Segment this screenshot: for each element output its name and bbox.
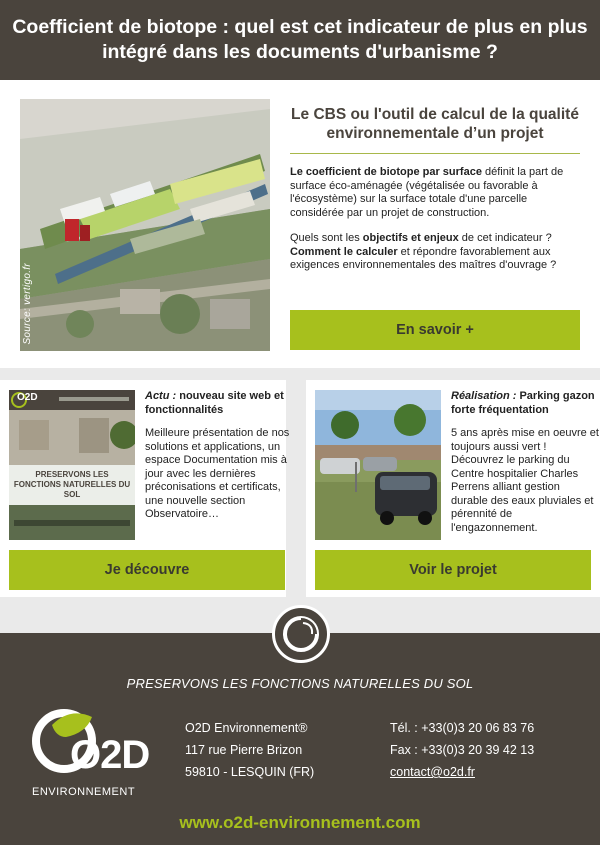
contact-block bbox=[390, 717, 534, 783]
leaf-circle-icon bbox=[281, 614, 321, 654]
logo-text: O2D bbox=[70, 733, 150, 777]
image-credit: Source: vertigo.fr bbox=[22, 263, 33, 345]
hero-p2-text-a: Quels sont les bbox=[290, 232, 363, 244]
hero-paragraph-2 bbox=[290, 232, 580, 273]
hero-p2-bold-2: Comment le calculer bbox=[290, 245, 398, 258]
hero-p1-bold: Le coefficient de biotope par surface bbox=[290, 166, 482, 178]
company-name: O2D Environnement® bbox=[185, 721, 308, 735]
fax-number: Fax : +33(0)3 20 39 42 13 bbox=[390, 743, 535, 757]
news-card-title bbox=[145, 390, 293, 417]
project-card-title bbox=[451, 390, 599, 417]
city-address: 59810 - LESQUIN (FR) bbox=[185, 765, 315, 779]
hero-paragraph-1 bbox=[290, 166, 580, 220]
project-card-content bbox=[451, 390, 599, 535]
hero-p1-text: définit la part de surface éco-aménagée (végétalisée ou favorable à l'écosystème) sur la surface totale d'une parcelle considérée par un projet de construction. bbox=[290, 166, 564, 219]
project-title-text: Parking gazon forte fréquentation bbox=[451, 390, 595, 416]
separator-band bbox=[0, 368, 600, 380]
project-title-label: Réalisation : bbox=[451, 390, 517, 402]
footer-slogan: PRESERVONS LES FONCTIONS NATURELLES DU SOL bbox=[126, 676, 474, 691]
news-card-content bbox=[145, 390, 293, 522]
project-card-text: 5 ans après mise en oeuvre et toujours aussi vert ! Découvrez le parking du Centre hospitalier Charles Perrens alliant gestion durable des eaux pluviales et pérennité de l'engazonnement. bbox=[451, 427, 599, 534]
preview-tagline: PRESERVONS LES FONCTIONS NATURELLES DU SOL bbox=[13, 470, 131, 499]
header-banner bbox=[0, 0, 600, 80]
email-link[interactable]: contact@o2d.fr bbox=[390, 765, 475, 779]
learn-more-button[interactable]: En savoir + bbox=[290, 310, 580, 350]
hero-aerial-image[interactable] bbox=[20, 99, 270, 351]
preview-logo: O2D bbox=[17, 392, 38, 403]
hero-p2-bold-1: objectifs et enjeux bbox=[362, 232, 459, 244]
parking-photo[interactable] bbox=[315, 390, 441, 540]
website-screenshot-image[interactable] bbox=[9, 390, 135, 540]
company-logo[interactable] bbox=[30, 703, 150, 799]
street-address: 117 rue Pierre Brizon bbox=[185, 743, 303, 757]
news-title-text: nouveau site web et fonctionnalités bbox=[145, 390, 284, 416]
hero-content bbox=[290, 105, 580, 273]
brand-emblem-icon bbox=[272, 605, 330, 663]
phone-number: Tél. : +33(0)3 20 06 83 76 bbox=[390, 721, 535, 735]
news-title-label: Actu : bbox=[145, 390, 177, 402]
website-link[interactable]: www.o2d-environnement.com bbox=[179, 813, 421, 832]
website-preview-illustration bbox=[9, 390, 135, 540]
logo-subtitle: ENVIRONNEMENT bbox=[32, 786, 136, 798]
page-title: Coefficient de biotope : quel est cet indicateur de plus en plus intégré dans les documents d'urbanisme ? bbox=[12, 16, 588, 63]
hero-title: Le CBS ou l'outil de calcul de la qualité environnementale d’un projet bbox=[290, 105, 580, 154]
hero-p2-text-b: de cet indicateur ? bbox=[458, 232, 552, 244]
view-project-button[interactable]: Voir le projet bbox=[315, 550, 591, 590]
hero-p2-text-c: et répondre favorablement aux exigences environnementales des maîtres d'ouvrage ? bbox=[290, 245, 557, 271]
news-card-text: Meilleure présentation de nos solutions et applications, un espace Documentation mis à jour avec les dernières préconisations et certificats, une nouvelle section Observatoire… bbox=[145, 427, 290, 520]
discover-button[interactable]: Je découvre bbox=[9, 550, 285, 590]
parking-illustration bbox=[315, 390, 441, 540]
address-block bbox=[185, 717, 314, 783]
aerial-city-illustration bbox=[20, 99, 270, 351]
